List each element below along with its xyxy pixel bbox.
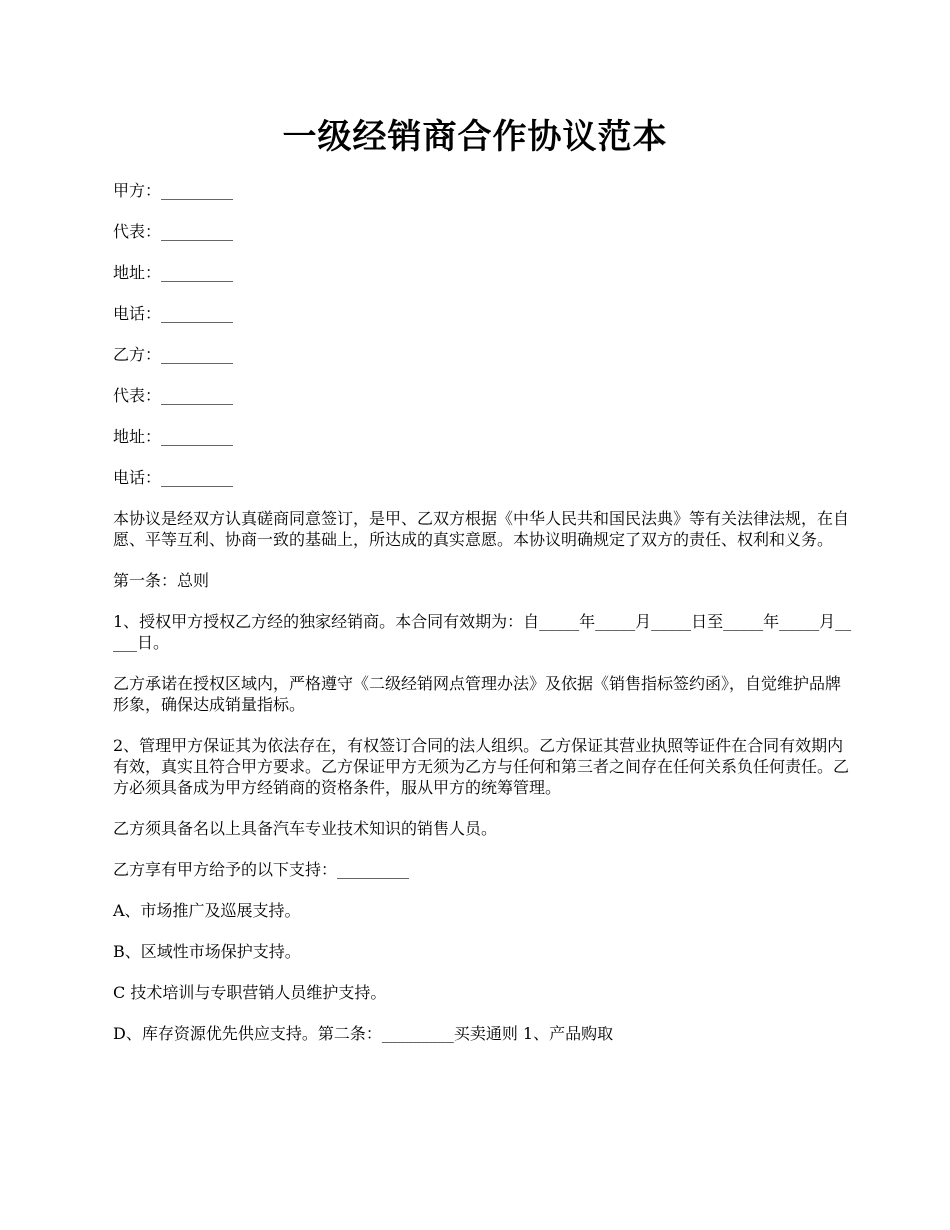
support-intro: 乙方享有甲方给予的以下支持：_________ [113,860,410,879]
support-item-a: A、市场推广及巡展支持。 [113,901,301,920]
clause-2: 2、管理甲方保证其为依法存在，有权签订合同的法人组织。乙方保证其营业执照等证件在合同有效期内有效，真实且符合甲方要求。乙方保证甲方无须为乙方与任何和第三者之间存在任何关系负任何责任。乙方必须具备成为甲方经销商的资格条件，服从甲方的统筹管理。 [113,736,850,797]
document-body [113,180,853,1044]
clause-1: 1、授权甲方授权乙方经的独家经销商。本合同有效期为：自_____年_____月_____日至_____年_____月_____日。 [113,612,852,652]
party-line-a-representative: 代表：_________ [113,222,234,241]
intro-paragraph: 本协议是经双方认真磋商同意签订，是甲、乙双方根据《中华人民共和国民法典》等有关法律法规，在自愿、平等互利、协商一致的基础上，所达成的真实意愿。本协议明确规定了双方的责任、权利和义务。 [113,509,850,549]
staff-requirement: 乙方须具备名以上具备汽车专业技术知识的销售人员。 [113,819,498,838]
article-heading: 第一条：总则 [113,571,210,590]
party-line-a: 甲方：_________ [113,181,234,200]
party-line-b-representative: 代表：_________ [113,386,234,405]
party-line-a-address: 地址：_________ [113,263,234,282]
document-title: 一级经销商合作协议范本 [282,117,668,157]
party-line-b-address: 地址：_________ [113,427,234,446]
support-item-d: D、库存资源优先供应支持。第二条：_________买卖通则 1、产品购取 [113,1024,614,1043]
support-item-c: C 技术培训与专职营销人员维护支持。 [113,983,387,1002]
party-line-b: 乙方：_________ [113,345,234,364]
party-line-b-phone: 电话：_________ [113,468,234,487]
party-line-a-phone: 电话：_________ [113,304,234,323]
clause-1-note: 乙方承诺在授权区域内，严格遵守《二级经销网点管理办法》及依据《销售指标签约函》，自觉维护品牌形象，确保达成销量指标。 [113,674,842,714]
support-item-b: B、区域性市场保护支持。 [113,942,301,961]
